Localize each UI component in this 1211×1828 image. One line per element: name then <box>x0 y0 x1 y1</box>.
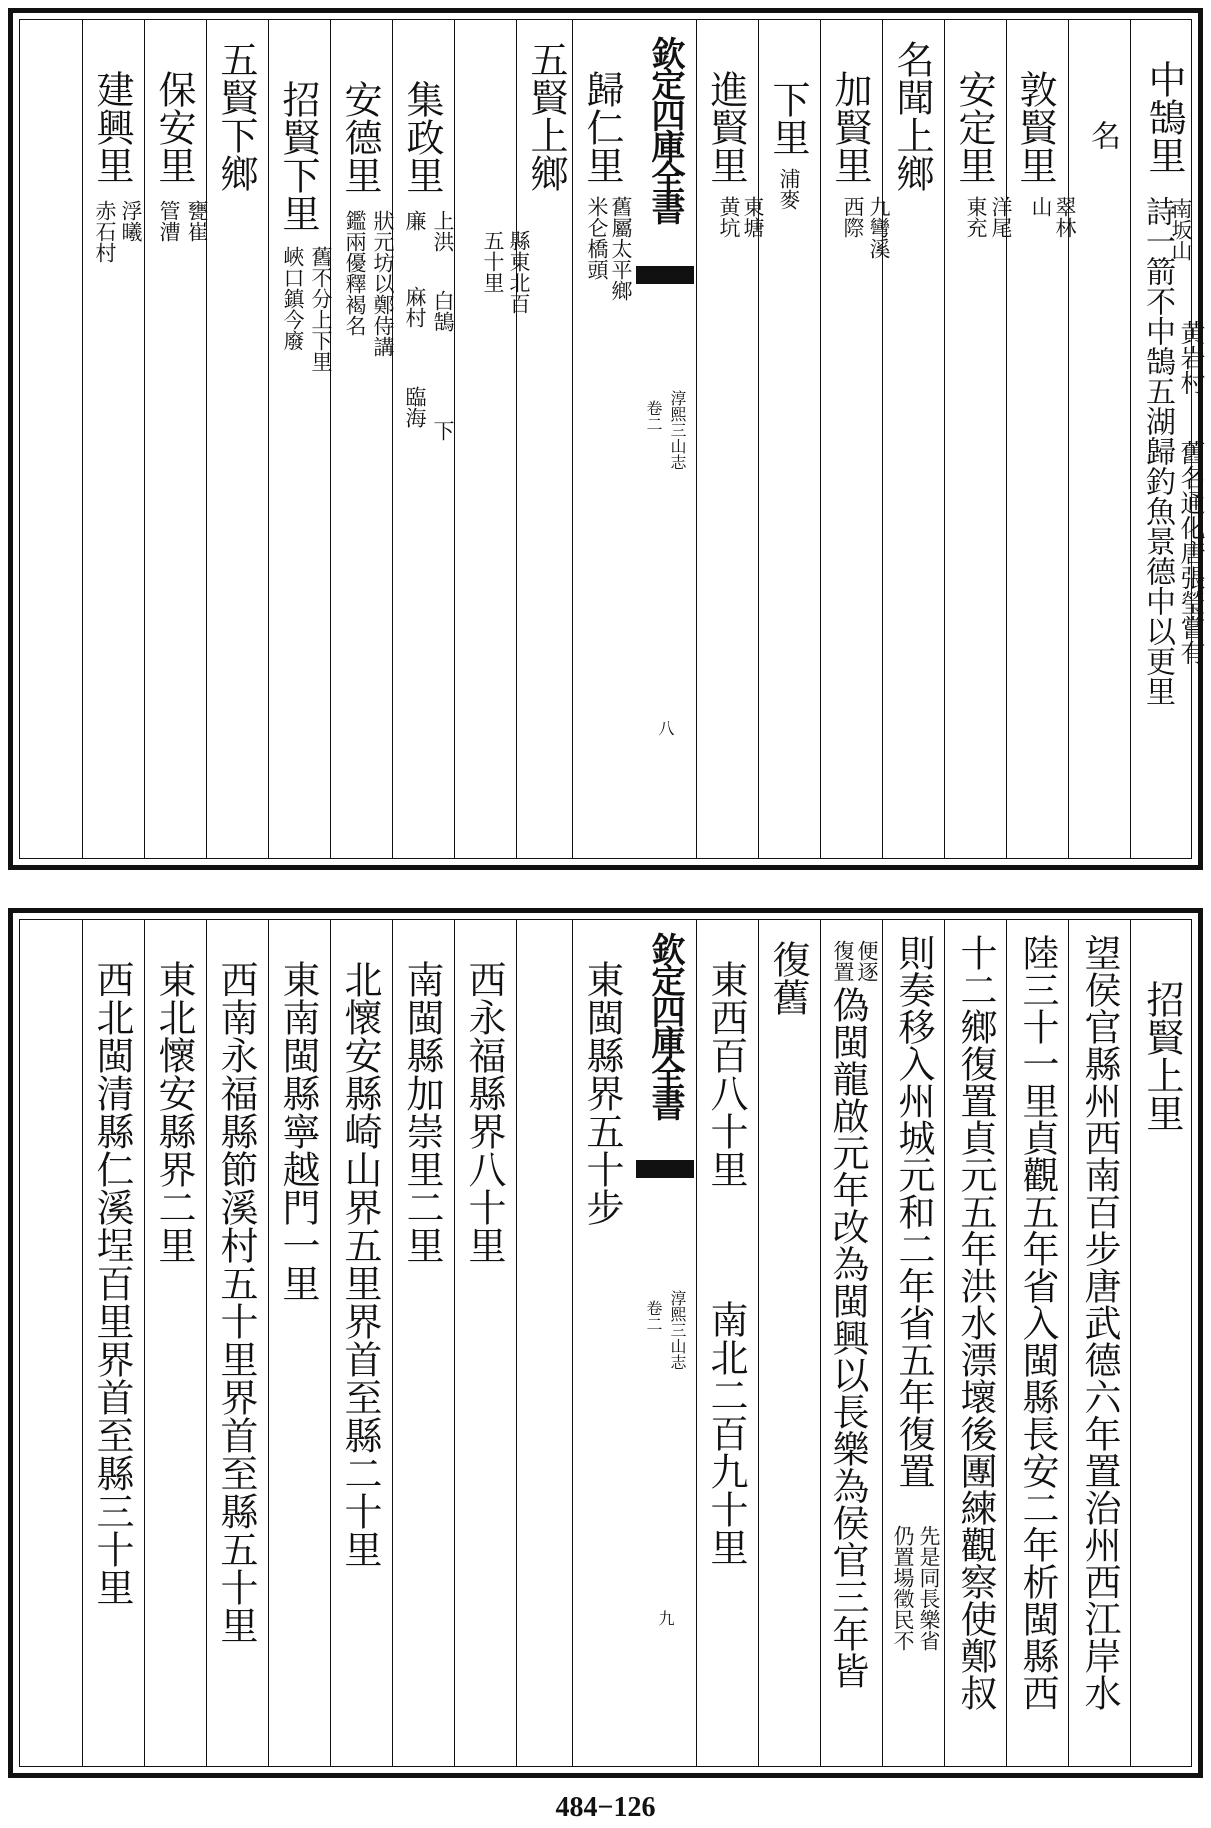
annotation: 便逐 <box>855 940 879 982</box>
column-rule <box>1130 20 1131 858</box>
annotation: 臨海 <box>403 386 427 428</box>
annotation: 鑑兩優釋褐名 <box>343 210 367 336</box>
annotation: 麻村 <box>403 286 427 328</box>
entry-title: 保安里 <box>152 70 196 184</box>
column-rule <box>1068 920 1069 1766</box>
text-column: 南北二百九十里 <box>704 1300 748 1566</box>
column-rule <box>820 920 821 1766</box>
spine-page-number: 八 <box>656 720 675 736</box>
annotation: 甕崔 <box>185 200 209 242</box>
annotation: 峽口鎮今廢 <box>281 246 305 351</box>
annotation: 九彎溪 <box>867 196 891 259</box>
annotation: 白鵠 <box>431 290 455 332</box>
column-rule <box>820 20 821 858</box>
spine-page-number: 九 <box>656 1610 675 1626</box>
text-column: 東南閩縣寧越門一里 <box>276 960 320 1302</box>
text-column: 東閩縣界五十步 <box>580 960 624 1226</box>
annotation: 復置 <box>831 940 855 982</box>
column-rule <box>454 920 455 1766</box>
column-rule <box>82 920 83 1766</box>
column-rule <box>882 20 883 858</box>
annotation: 仍置場徵民不 <box>891 1525 915 1651</box>
entry-title: 五賢上鄉 <box>524 40 568 192</box>
text-column: 北懷安縣崎山界五里界首至縣二十里 <box>338 960 382 1568</box>
column-rule <box>696 920 697 1766</box>
column-rule <box>392 20 393 858</box>
annotation: 山 <box>1029 196 1053 217</box>
annotation: 舊名通化唐張瑩嘗有 <box>1177 440 1206 665</box>
column-rule <box>516 20 517 858</box>
annotation: 狀元坊以鄭侍講 <box>371 210 395 357</box>
text-column: 望侯官縣州西南百步唐武德六年置治州西江岸水 <box>1078 934 1121 1711</box>
entry-title: 招賢下里 <box>276 80 320 232</box>
annotation: 舊屬太平鄉 <box>609 196 633 301</box>
column-rule <box>1006 920 1007 1766</box>
text-column: 南閩縣加崇里二里 <box>400 960 444 1264</box>
column-rule <box>268 920 269 1766</box>
column-rule <box>944 920 945 1766</box>
annotation: 東充 <box>964 196 988 238</box>
entry-title: 集政里 <box>400 80 444 194</box>
annotation: 米仑橋頭 <box>585 196 609 280</box>
column-rule <box>572 20 573 858</box>
spine-title: 欽定四庫全書 <box>645 932 685 1118</box>
page-footer-number: 484−126 <box>555 1792 656 1823</box>
column-rule <box>82 20 83 858</box>
column-rule <box>944 20 945 858</box>
text-column: 偽閩龍啟元年改為閩興以長樂為侯官三年皆 <box>826 986 869 1689</box>
entry-title: 五賢下鄉 <box>214 40 258 192</box>
annotation: 上洪 <box>431 210 455 252</box>
annotation: 浮曦 <box>119 200 143 242</box>
annotation: 黄岩村 <box>1177 320 1206 395</box>
column-rule <box>1068 20 1069 858</box>
entry-title: 敦賢里 <box>1013 70 1057 184</box>
text-column: 東北懷安縣界二里 <box>152 960 196 1264</box>
entry-title: 安定里 <box>952 70 996 184</box>
column-rule <box>330 20 331 858</box>
entry-title: 中鵠里 <box>1142 60 1186 174</box>
text-column: 西永福縣界八十里 <box>462 960 506 1264</box>
annotation: 翠林 <box>1053 196 1077 238</box>
text-column: 陸三十一里貞觀五年省入閩縣長安二年析閩縣西 <box>1016 934 1059 1711</box>
spine-top <box>634 20 696 858</box>
annotation: 五十里 <box>481 230 505 293</box>
column-rule <box>206 920 207 1766</box>
annotation: 先是同長樂省 <box>917 1525 941 1651</box>
text-column: 東西百八十里 <box>704 960 748 1188</box>
text-column: 則奏移入州城元和二年省五年復置 <box>892 934 935 1489</box>
entry-title: 加賢里 <box>828 70 872 184</box>
column-rule <box>144 920 145 1766</box>
column-rule <box>758 920 759 1766</box>
fish-tail-point <box>645 1178 685 1196</box>
column-rule <box>392 920 393 1766</box>
annotation: 西際 <box>841 196 865 238</box>
column-rule <box>696 20 697 858</box>
annotation: 舊不分上下里 <box>309 246 333 372</box>
annotation: 洋尾 <box>989 196 1013 238</box>
column-rule <box>268 20 269 858</box>
annotation: 黄坑 <box>717 196 741 238</box>
annotation: 浦麥 <box>777 168 801 210</box>
entry-title: 名 <box>1085 120 1120 150</box>
entry-title: 安德里 <box>338 80 382 194</box>
entry-title: 下里 <box>766 80 810 156</box>
fish-tail-point <box>645 284 685 302</box>
column-rule <box>144 20 145 858</box>
annotation: 赤石村 <box>93 200 117 263</box>
column-rule <box>206 20 207 858</box>
entry-title: 進賢里 <box>704 70 748 184</box>
annotation: 南坂山 <box>1169 198 1193 261</box>
column-rule <box>572 920 573 1766</box>
entry-title: 建興里 <box>90 70 134 184</box>
annotation: 廉 <box>403 210 427 231</box>
spine-title: 欽定四庫全書 <box>645 36 685 222</box>
top-page <box>8 8 1206 870</box>
top-page-frame <box>19 19 1206 859</box>
column-rule <box>882 920 883 1766</box>
text-column: 西北閩清縣仁溪埕百里界首至縣三十里 <box>90 960 134 1606</box>
annotation: 管漕 <box>157 200 181 242</box>
text-column: 十二鄉復置貞元五年洪水漂壞後團練觀察使鄭叔 <box>954 934 997 1711</box>
spine-volume: 卷二 <box>644 1300 663 1332</box>
column-rule <box>330 920 331 1766</box>
column-rule <box>516 920 517 1766</box>
text-column: 西南永福縣節溪村五十里界首至縣五十里 <box>214 960 258 1644</box>
annotation: 下 <box>431 420 455 441</box>
annotation: 東塘 <box>741 196 765 238</box>
fish-tail-mark <box>636 1160 694 1178</box>
entry-title: 復舊 <box>766 940 810 1016</box>
entry-title: 招賢上里 <box>1140 980 1184 1132</box>
spine-bottom <box>634 920 696 1766</box>
entry-title: 歸仁里 <box>580 70 624 184</box>
column-rule <box>1006 20 1007 858</box>
fish-tail-mark <box>636 266 694 284</box>
column-rule <box>758 20 759 858</box>
spine-book-title: 淳熙三山志 <box>668 1290 687 1370</box>
annotation: 縣東北百 <box>507 230 531 314</box>
bottom-page <box>8 908 1203 1778</box>
spine-book-title: 淳熙三山志 <box>668 390 687 470</box>
bottom-page-frame <box>19 919 1192 1767</box>
column-rule <box>1130 920 1131 1766</box>
spine-volume: 卷二 <box>644 400 663 432</box>
annotation-main: 詩一箭不中鵠五湖歸釣魚景德中以更里 <box>1140 196 1175 706</box>
entry-title: 名聞上鄉 <box>890 40 934 192</box>
